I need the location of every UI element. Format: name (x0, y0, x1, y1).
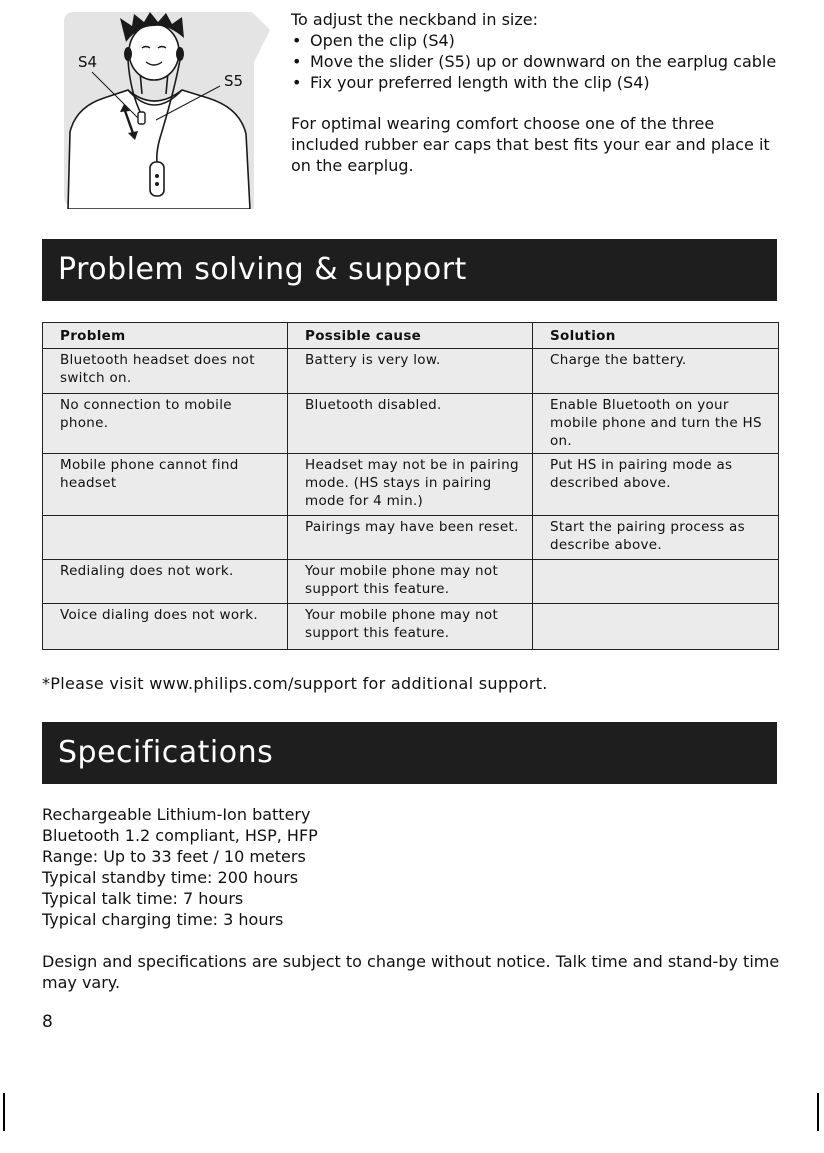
cell-problem: Voice dialing does not work. (43, 604, 288, 650)
table-row (43, 394, 779, 454)
person-with-neckband-headset-icon (64, 12, 270, 209)
instruction-step: • Fix your preferred length with the clip (S4) (291, 72, 783, 93)
cell-solution (533, 604, 779, 650)
spec-item: Typical standby time: 200 hours (42, 868, 299, 887)
header-solution: Solution (533, 323, 779, 349)
table-row (43, 604, 779, 650)
section-heading-specifications: Specifications (42, 722, 777, 784)
table-header-row (43, 323, 779, 349)
label-s5: S5 (224, 72, 244, 90)
cell-problem: Bluetooth headset does not switch on. (43, 349, 288, 394)
header-possible-cause: Possible cause (288, 323, 533, 349)
crop-mark-left (3, 1093, 5, 1131)
spec-item: Typical talk time: 7 hours (42, 889, 244, 908)
cell-solution: Put HS in pairing mode as described above. (533, 454, 779, 516)
cell-solution: Start the pairing process as describe above. (533, 516, 779, 560)
spec-item: Range: Up to 33 feet / 10 meters (42, 847, 306, 866)
cell-problem: Redialing does not work. (43, 560, 288, 604)
cell-cause: Battery is very low. (288, 349, 533, 394)
page-number: 8 (42, 1012, 53, 1032)
cell-solution (533, 560, 779, 604)
instructions-title: To adjust the neckband in size: (291, 10, 538, 29)
specifications-list (42, 804, 318, 930)
problem-solving-table (42, 322, 779, 650)
cell-solution: Enable Bluetooth on your mobile phone and turn the HS on. (533, 394, 779, 454)
table-row (43, 349, 779, 394)
headset-wearing-illustration (64, 12, 270, 209)
spec-item: Bluetooth 1.2 compliant, HSP, HFP (42, 826, 318, 845)
table-row (43, 516, 779, 560)
cell-cause: Headset may not be in pairing mode. (HS stays in pairing mode for 4 min.) (288, 454, 533, 516)
cell-cause: Your mobile phone may not support this feature. (288, 560, 533, 604)
instruction-step: • Open the clip (S4) (291, 30, 783, 51)
table-row (43, 560, 779, 604)
cell-problem (43, 516, 288, 560)
instructions-steps (291, 30, 783, 93)
spec-item: Typical charging time: 3 hours (42, 910, 284, 929)
support-note: *Please visit www.philips.com/support for additional support. (42, 674, 548, 693)
cell-cause: Pairings may have been reset. (288, 516, 533, 560)
cell-problem: No connection to mobile phone. (43, 394, 288, 454)
label-s4: S4 (78, 53, 98, 71)
section-heading-problem-solving: Problem solving & support (42, 239, 777, 301)
table-row (43, 454, 779, 516)
cell-problem: Mobile phone cannot find headset (43, 454, 288, 516)
cell-solution: Charge the battery. (533, 349, 779, 394)
spec-item: Rechargeable Lithium-Ion battery (42, 805, 311, 824)
cell-cause: Bluetooth disabled. (288, 394, 533, 454)
header-problem: Problem (43, 323, 288, 349)
cell-cause: Your mobile phone may not support this feature. (288, 604, 533, 650)
neckband-instructions (291, 9, 783, 176)
disclaimer: Design and specifications are subject to change without notice. Talk time and stand-by time may vary. (42, 952, 780, 992)
comfort-note: For optimal wearing comfort choose one of the three included rubber ear caps that best fits your ear and place it on the earplug. (291, 114, 770, 175)
crop-mark-right (817, 1093, 819, 1131)
instruction-step: • Move the slider (S5) up or downward on the earplug cable (291, 51, 783, 72)
